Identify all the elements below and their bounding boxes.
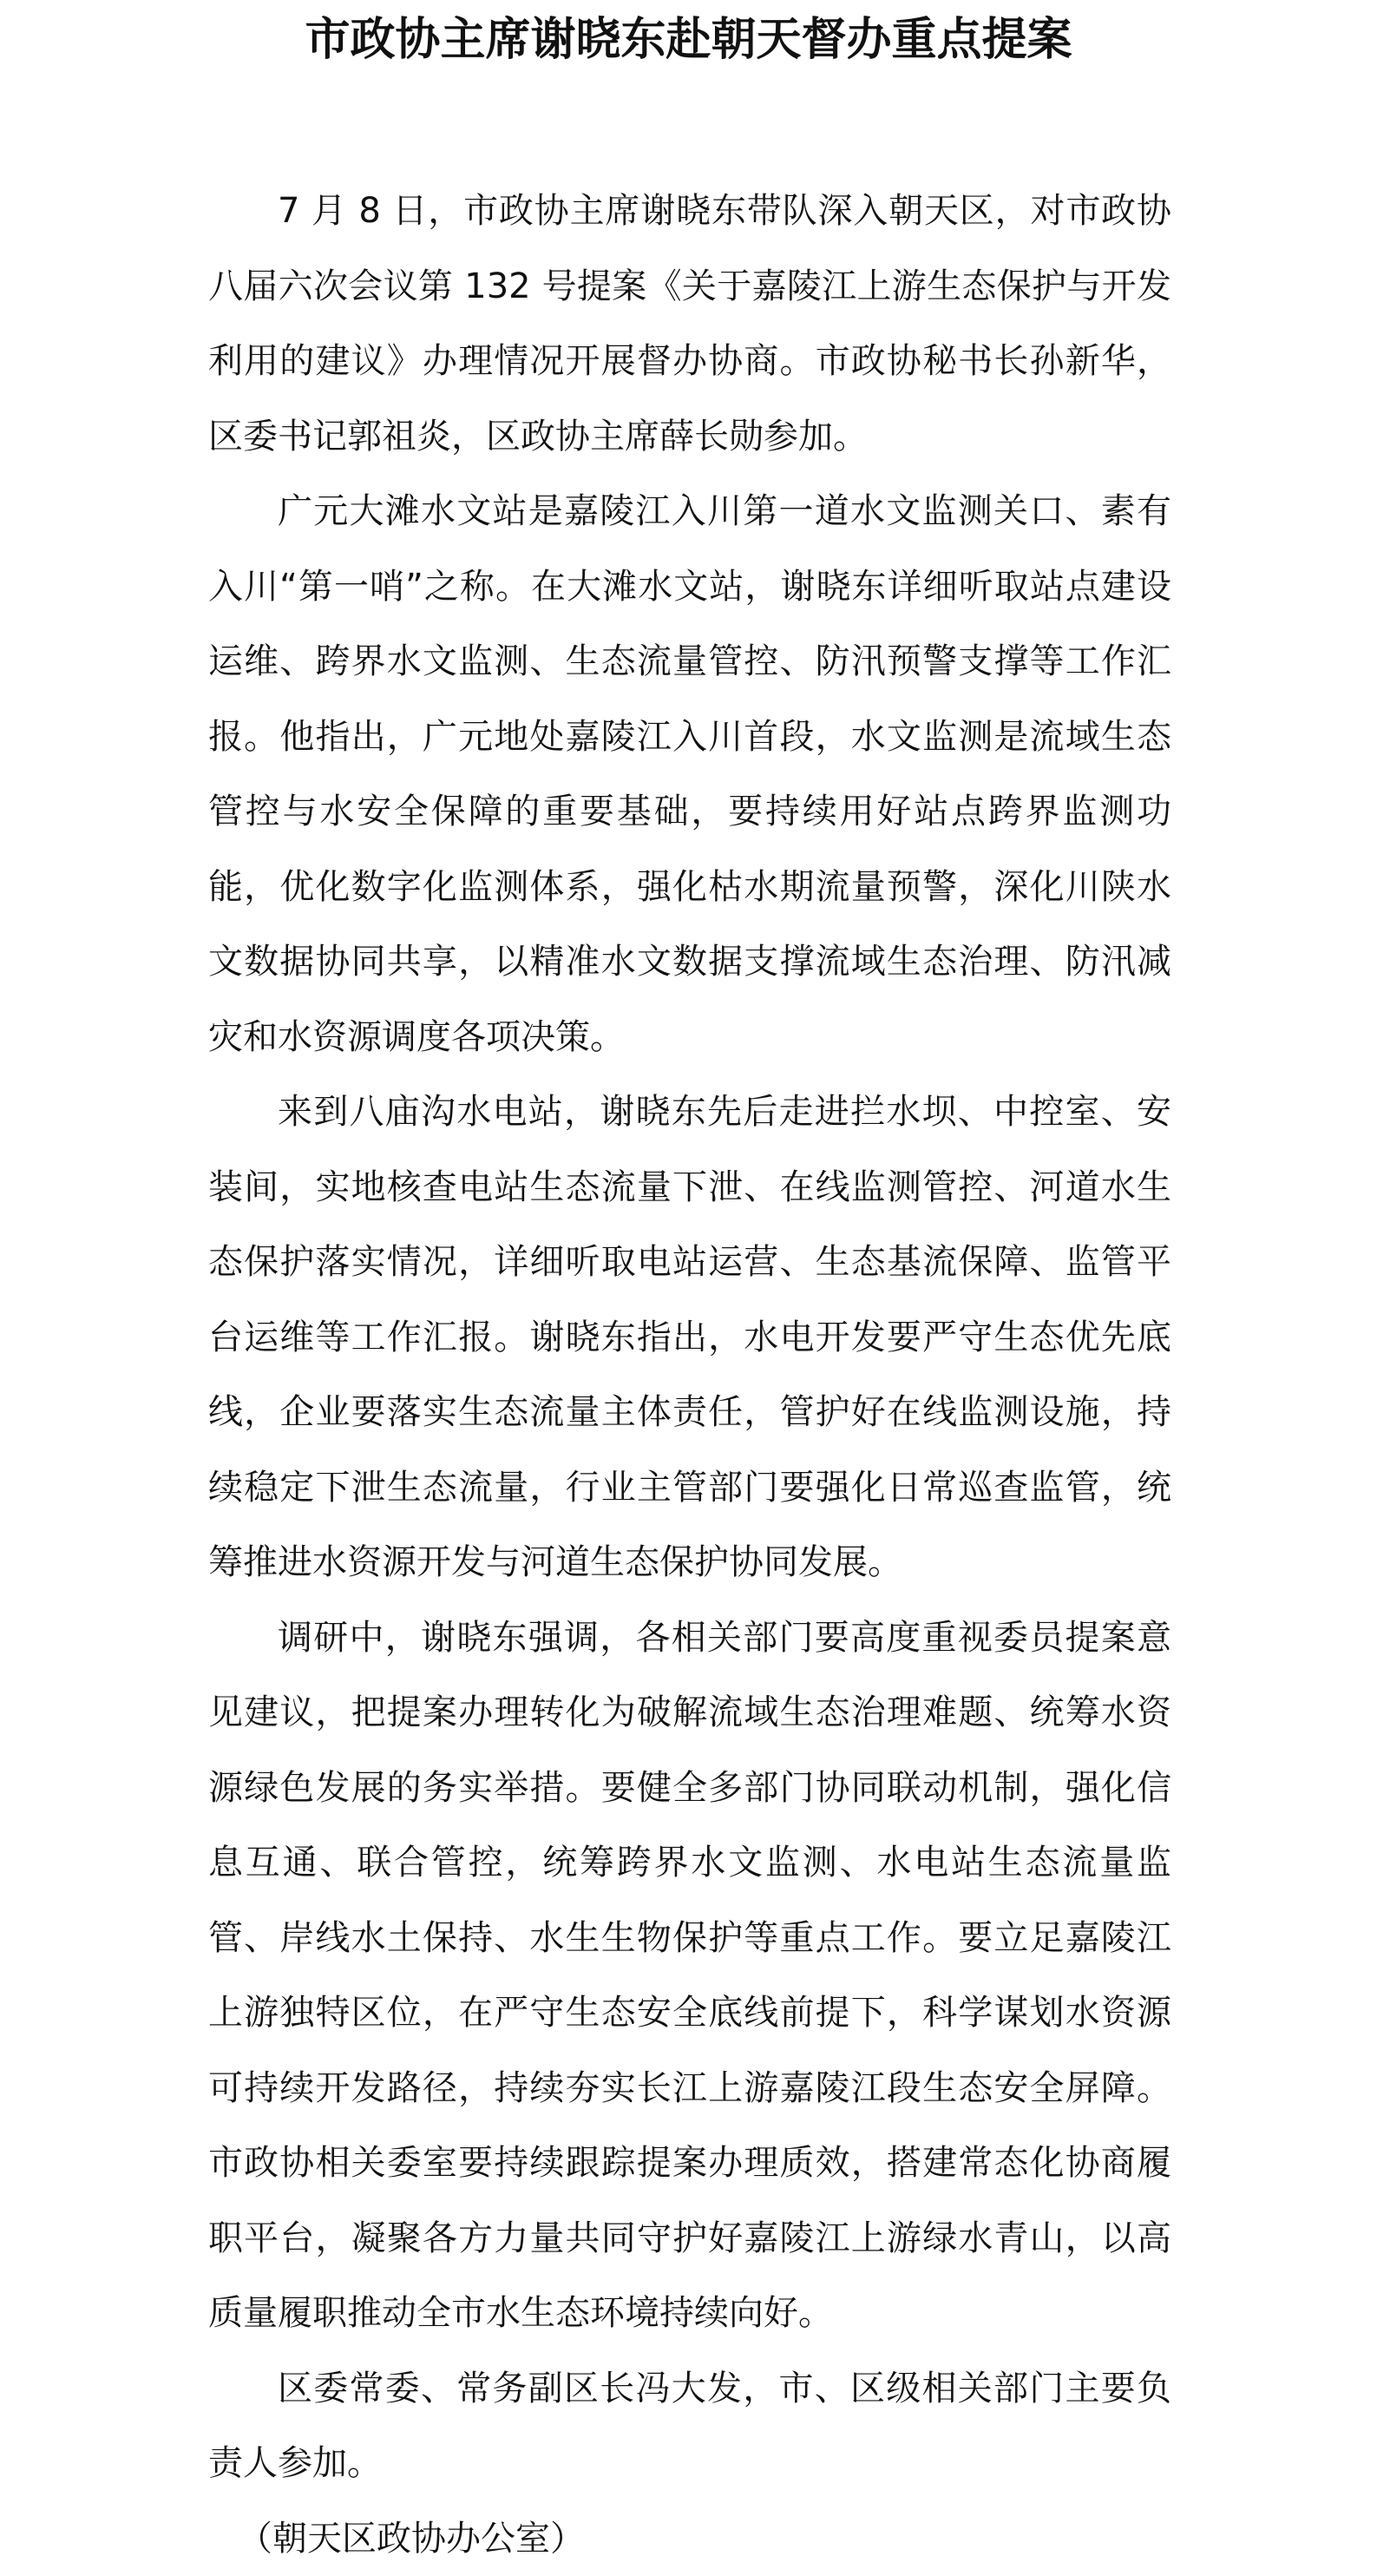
paragraph-2: 广元大滩水文站是嘉陵江入川第一道水文监测关口、素有入川“第一哨”之称。在大滩水文站，谢晓东详细听取站点建设运维、跨界水文监测、生态流量管控、防汛预警支撑等工作汇报。他指出，广元地处嘉陵江入川首段，水文监测是流域生态管控与水安全保障的重要基础，要持续用好站点跨界监测功能，优化数字化监测体系，强化枯水期流量预警，深化川陕水文数据协同共享，以精准水文数据支撑流域生态治理、防汛减灾和水资源调度各项决策。 <box>208 474 1171 1074</box>
paragraph-5: 区委常委、常务副区长冯大发，市、区级相关部门主要负责人参加。 <box>208 2351 1171 2501</box>
article-body <box>208 174 1171 2576</box>
paragraph-3: 来到八庙沟水电站，谢晓东先后走进拦水坝、中控室、安装间，实地核查电站生态流量下泄、在线监测管控、河道水生态保护落实情况，详细听取电站运营、生态基流保障、监管平台运维等工作汇报。谢晓东指出，水电开发要严守生态优先底线，企业要落实生态流量主体责任，管护好在线监测设施，持续稳定下泄生态流量，行业主管部门要强化日常巡查监管，统筹推进水资源开发与河道生态保护协同发展。 <box>208 1074 1171 1600</box>
paragraph-4: 调研中，谢晓东强调，各相关部门要高度重视委员提案意见建议，把提案办理转化为破解流域生态治理难题、统筹水资源绿色发展的务实举措。要健全多部门协同联动机制，强化信息互通、联合管控，统筹跨界水文监测、水电站生态流量监管、岸线水土保持、水生生物保护等重点工作。要立足嘉陵江上游独特区位，在严守生态安全底线前提下，科学谋划水资源可持续开发路径，持续夯实长江上游嘉陵江段生态安全屏障。市政协相关委室要持续跟踪提案办理质效，搭建常态化协商履职平台，凝聚各方力量共同守护好嘉陵江上游绿水青山，以高质量履职推动全市水生态环境持续向好。 <box>208 1600 1171 2351</box>
article-title: 市政协主席谢晓东赴朝天督办重点提案 <box>0 5 1377 75</box>
source-attribution: （朝天区政协办公室） <box>208 2501 1171 2576</box>
paragraph-1: 7 月 8 日，市政协主席谢晓东带队深入朝天区，对市政协八届六次会议第 132 号提案《关于嘉陵江上游生态保护与开发利用的建议》办理情况开展督办协商。市政协秘书长孙新华，区委书记郭祖炎，区政协主席薛长勋参加。 <box>208 174 1171 474</box>
